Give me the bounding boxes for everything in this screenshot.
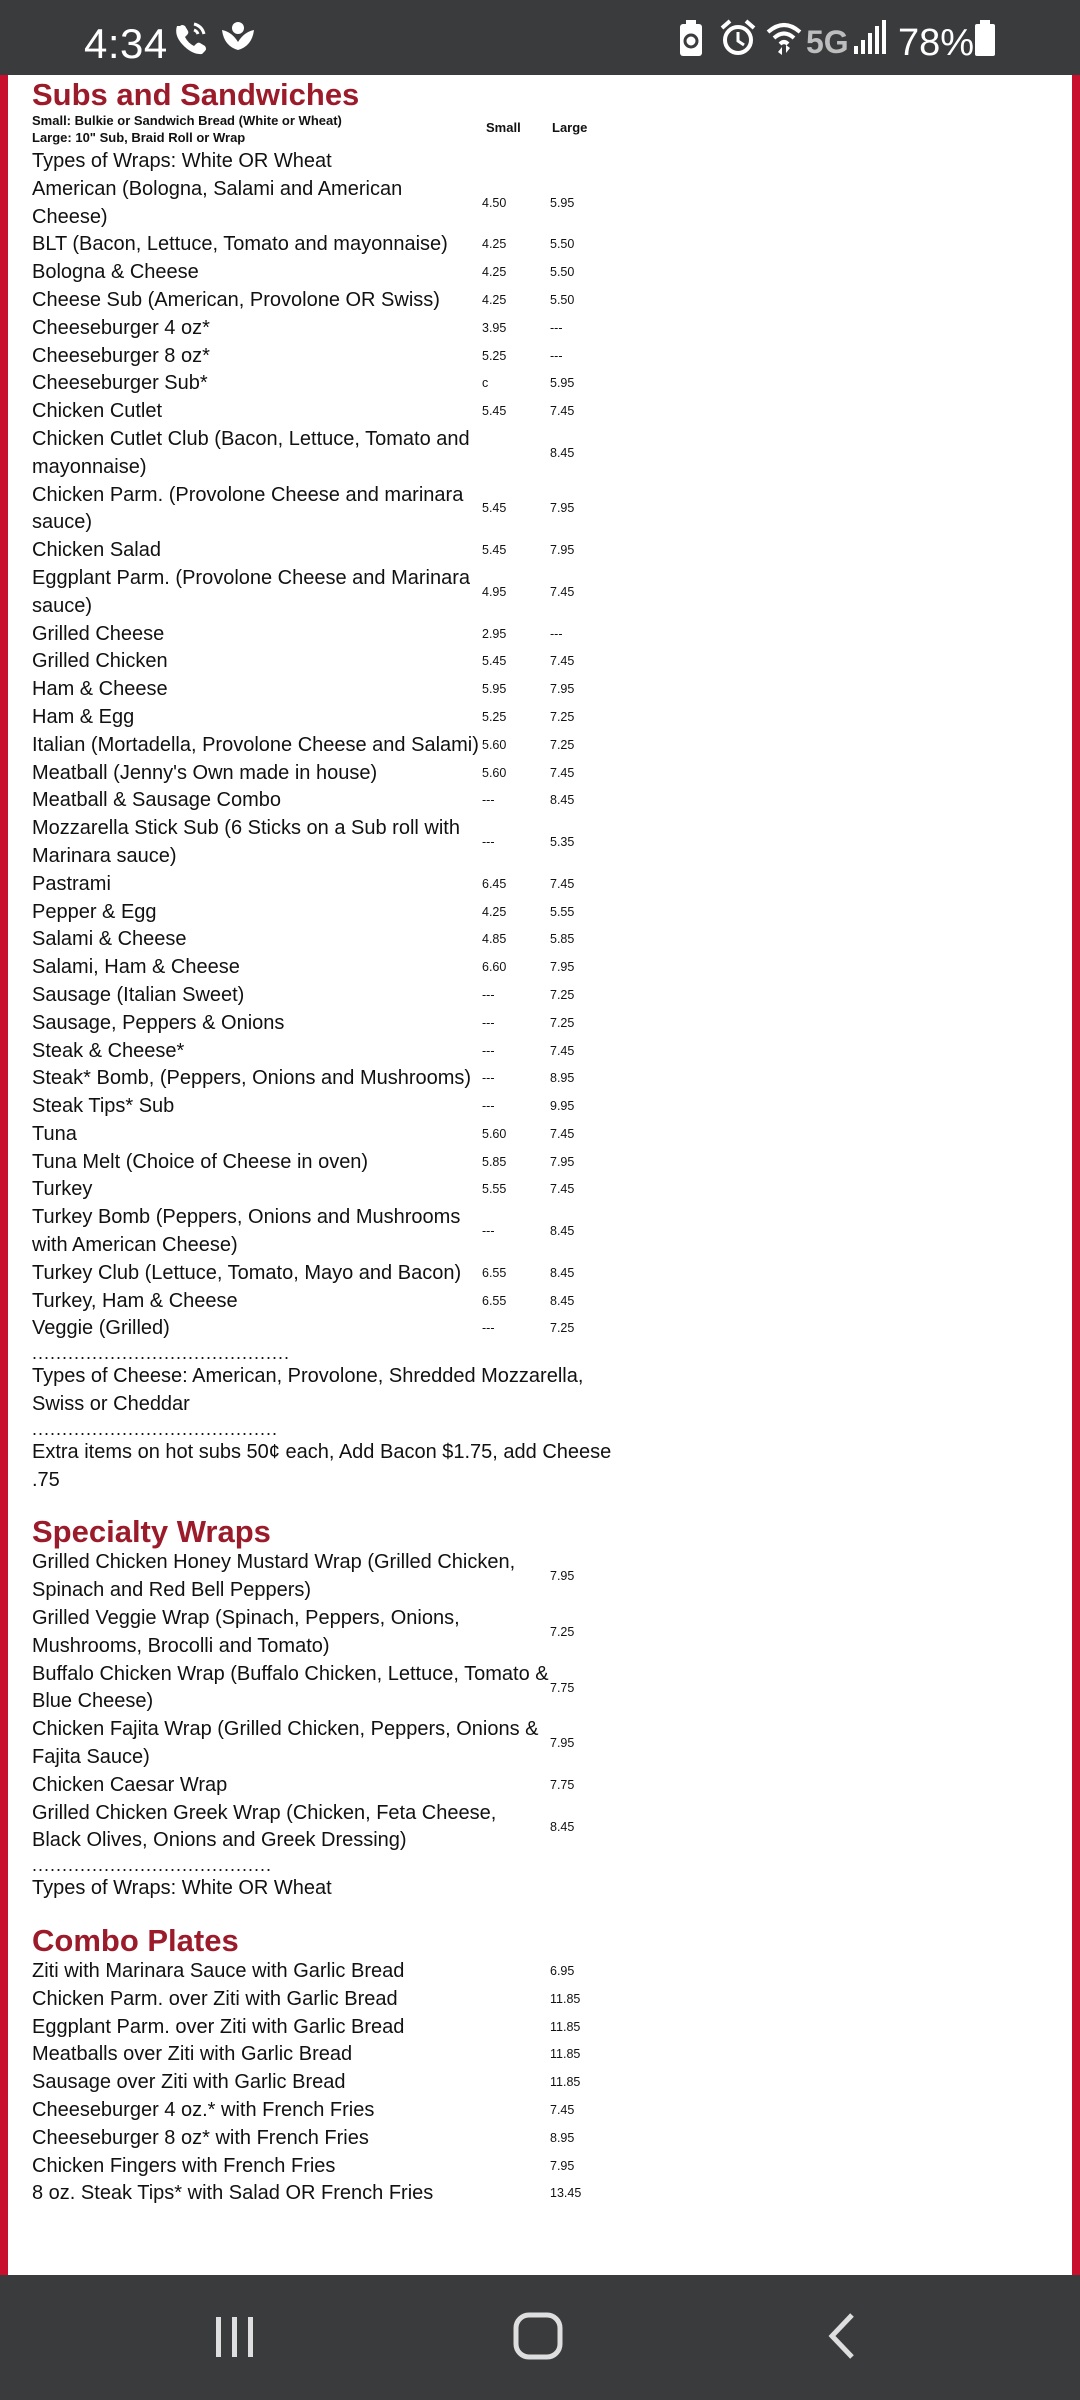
menu-item [32,1204,632,1260]
clock: 4:34 [84,20,168,67]
menu-item [32,1010,632,1038]
item-name: Tuna Melt (Choice of Cheese in oven) [32,1150,369,1173]
chat-icon [218,18,258,61]
item-name: Salami, Ham & Cheese [32,956,240,979]
small-price: --- [482,793,495,808]
item-name: Cheese Sub (American, Provolone OR Swiss) [32,288,440,311]
item-name: Turkey [32,1178,93,1201]
large-price: 8.45 [550,445,575,460]
item-name: Chicken Salad [32,539,161,562]
item-name: Cheeseburger 4 oz* [32,316,210,339]
small-price: --- [482,1015,495,1030]
small-price: 6.45 [482,876,507,891]
menu-item [32,1549,632,1605]
wifi-icon [764,18,804,63]
small-price: 4.50 [482,195,507,210]
small-price: 5.25 [482,348,507,363]
small-price: 4.25 [482,265,507,280]
menu-item [32,1716,632,1772]
item-price: 11.85 [550,2047,581,2062]
small-price: 5.95 [482,682,507,697]
wrap-types-note: Types of Wraps: White OR Wheat [32,150,332,172]
item-name: Tuna [32,1122,77,1145]
large-price: --- [550,626,563,641]
menu-item [32,1176,632,1204]
item-name: Turkey Club (Lettuce, Tomato, Mayo and Bacon) [32,1261,462,1284]
small-price: --- [482,987,495,1002]
item-name: Sausage, Peppers & Onions [32,1011,285,1034]
wrap-types-note: Types of Wraps: White OR Wheat [32,1877,332,1900]
menu-item [32,1772,632,1800]
item-name: Pastrami [32,872,111,895]
status-bar [0,0,1080,75]
small-price: 5.85 [482,1154,507,1169]
large-price: 8.45 [550,793,575,808]
item-name: Turkey, Ham & Cheese [32,1289,238,1312]
right-accent-bar [1072,75,1080,2275]
item-name: Chicken Cutlet Club (Bacon, Lettuce, Tomato and mayonnaise) [32,427,470,478]
item-price: 7.95 [550,2158,575,2173]
network-type: 5G [806,24,849,60]
menu-item [32,871,632,899]
small-price: 6.55 [482,1265,507,1280]
menu-item [32,2014,632,2042]
menu-item [32,1038,632,1066]
menu-item [32,1605,632,1661]
menu-item [32,1149,632,1177]
small-price: 6.60 [482,960,507,975]
item-name: Grilled Cheese [32,622,165,645]
signal-icon [854,18,886,61]
item-name: Meatball (Jenny's Own made in house) [32,761,378,784]
menu-item [32,732,632,760]
large-price: 7.45 [550,1126,575,1141]
menu-content [32,75,632,2208]
home-button[interactable] [512,2305,566,2370]
large-price: 7.25 [550,987,575,1002]
small-price: 4.95 [482,584,507,599]
menu-item [32,2069,632,2097]
menu-item [32,1800,632,1856]
item-price: 8.45 [550,1819,575,1834]
item-name: Chicken Caesar Wrap [32,1773,228,1796]
menu-item [32,426,632,482]
large-price: --- [550,348,563,363]
menu-item [32,343,632,371]
item-name: 8 oz. Steak Tips* with Salad OR French Fries [32,2182,434,2205]
large-price: 7.45 [550,1182,575,1197]
large-price: 5.95 [550,376,575,391]
item-name: Steak* Bomb, (Peppers, Onions and Mushrooms) [32,1067,472,1090]
small-price: 4.85 [482,932,507,947]
menu-item [32,648,632,676]
item-name: Meatball & Sausage Combo [32,789,282,812]
menu-item [32,1288,632,1316]
menu-page[interactable] [0,75,1080,2275]
item-name: Salami & Cheese [32,928,187,951]
small-price: 5.45 [482,501,507,516]
menu-item [32,815,632,871]
menu-item [32,1093,632,1121]
menu-item [32,315,632,343]
menu-item [32,482,632,538]
item-name: Bologna & Cheese [32,261,199,284]
small-price: --- [482,1099,495,1114]
menu-item [32,2125,632,2153]
small-price: 5.60 [482,1126,507,1141]
item-price: 13.45 [550,2186,582,2201]
large-price: 7.25 [550,709,575,724]
menu-item [32,1986,632,2014]
small-price: 5.60 [482,737,507,752]
item-name: Grilled Chicken Greek Wrap (Chicken, Feta Cheese, Black Olives, Onions and Greek Dressing) [32,1801,497,1852]
large-column-header: Large [552,120,588,135]
call-icon [172,18,210,61]
large-price: 8.45 [550,1224,575,1239]
large-price: 7.95 [550,1154,575,1169]
menu-item [32,954,632,982]
separator-dots: ........................................ [32,1855,273,1876]
small-price: 2.95 [482,626,507,641]
item-name: Sausage (Italian Sweet) [32,983,245,1006]
small-price: c [482,376,489,391]
item-name: Grilled Veggie Wrap (Spinach, Peppers, Onions, Mushrooms, Brocolli and Tomato) [32,1607,460,1657]
large-price: 5.35 [550,835,575,850]
item-name: Cheeseburger Sub* [32,372,208,395]
item-name: Grilled Chicken [32,650,168,673]
menu-item [32,1260,632,1288]
large-price: 5.95 [550,195,575,210]
large-price: 7.25 [550,737,575,752]
large-price: 8.45 [550,1265,575,1280]
menu-item [32,760,632,788]
menu-item [32,176,632,232]
small-price: 5.45 [482,543,507,558]
large-price: 7.95 [550,682,575,697]
back-button[interactable] [822,2305,862,2370]
small-price: --- [482,1043,495,1058]
menu-item [32,926,632,954]
item-name: Eggplant Parm. over Ziti with Garlic Bread [32,2015,405,2038]
menu-item [32,287,632,315]
large-price: 5.50 [550,292,575,307]
battery-level: 78% [898,22,975,64]
item-name: Chicken Cutlet [32,400,163,423]
small-price: 4.25 [482,292,507,307]
menu-item [32,2180,632,2208]
item-name: Buffalo Chicken Wrap (Buffalo Chicken, Lettuce, Tomato & Blue Cheese) [32,1662,549,1713]
menu-item [32,1958,632,1986]
item-name: Meatballs over Ziti with Garlic Bread [32,2043,353,2066]
item-price: 8.95 [550,2130,575,2145]
small-price: --- [482,1071,495,1086]
small-price: --- [482,1321,495,1336]
large-price: 5.85 [550,932,575,947]
item-name: Sausage over Ziti with Garlic Bread [32,2071,346,2094]
menu-item [32,1065,632,1093]
subs-header [32,112,632,148]
item-name: Steak & Cheese* [32,1039,185,1062]
large-price: 7.95 [550,501,575,516]
item-price: 7.25 [550,1624,575,1639]
large-price: 8.95 [550,1071,575,1086]
item-price: 11.85 [550,2075,581,2090]
item-name: Chicken Fingers with French Fries [32,2154,336,2177]
navigation-bar [0,2275,1080,2400]
small-price: 5.55 [482,1182,507,1197]
menu-item [32,621,632,649]
large-price: 7.45 [550,654,575,669]
large-price: 7.45 [550,765,575,780]
alarm-icon [718,18,758,63]
large-price: 5.50 [550,265,575,280]
menu-item [32,899,632,927]
large-price: 8.45 [550,1293,575,1308]
item-price: 6.95 [550,1964,575,1979]
combos-section-title: Combo Plates [32,1923,239,1959]
large-price: 5.55 [550,904,575,919]
large-size-note: Large: 10" Sub, Braid Roll or Wrap [32,130,246,145]
menu-item [32,1121,632,1149]
item-name: Chicken Fajita Wrap (Grilled Chicken, Peppers, Onions & Fajita Sauce) [32,1718,539,1769]
small-price: 5.25 [482,709,507,724]
item-name: Ziti with Marinara Sauce with Garlic Bread [32,1960,405,1983]
item-name: Cheeseburger 8 oz* with French Fries [32,2126,369,2149]
menu-item [32,1661,632,1717]
item-name: Chicken Parm. over Ziti with Garlic Bread [32,1987,398,2010]
large-price: --- [550,320,563,335]
large-price: 7.95 [550,960,575,975]
large-price: 7.25 [550,1015,575,1030]
small-size-note: Small: Bulkie or Sandwich Bread (White or Wheat) [32,113,342,128]
menu-item [32,982,632,1010]
large-price: 5.50 [550,237,575,252]
large-price: 7.45 [550,1043,575,1058]
item-name: Chicken Parm. (Provolone Cheese and marinara sauce) [32,483,464,534]
extras-note: Extra items on hot subs 50¢ each, Add Bacon $1.75, add Cheese .75 [32,1440,612,1491]
item-name: Cheeseburger 4 oz.* with French Fries [32,2099,375,2121]
item-price: 7.75 [550,1680,575,1695]
item-name: Mozzarella Stick Sub (6 Sticks on a Sub roll with Marinara sauce) [32,817,460,867]
recent-apps-button[interactable] [210,2305,260,2370]
small-price: 6.55 [482,1293,507,1308]
menu-item [32,704,632,732]
large-price: 9.95 [550,1099,575,1114]
cheese-types-note: Types of Cheese: American, Provolone, Shredded Mozzarella, Swiss or Cheddar [32,1365,584,1416]
menu-item [32,398,632,426]
item-name: Grilled Chicken Honey Mustard Wrap (Grilled Chicken, Spinach and Red Bell Peppers) [32,1551,516,1602]
large-price: 7.45 [550,876,575,891]
item-name: Pepper & Egg [32,900,157,923]
menu-item [32,231,632,259]
wraps-list [32,1549,632,1855]
item-price: 7.75 [550,1777,575,1792]
menu-item [32,370,632,398]
separator-dots: ......................................... [32,1418,279,1439]
small-price: --- [482,835,495,850]
subs-list [32,176,632,1343]
menu-item [32,259,632,287]
menu-item [32,2153,632,2181]
small-price: 5.60 [482,765,507,780]
menu-item [32,565,632,621]
menu-item [32,2097,632,2125]
item-name: Turkey Bomb (Peppers, Onions and Mushrooms with American Cheese) [32,1206,461,1257]
item-name: Eggplant Parm. (Provolone Cheese and Marinara sauce) [32,566,471,617]
separator-dots: ........................................... [32,1343,291,1364]
subs-section-title: Subs and Sandwiches [32,77,360,112]
battery-icon [974,18,996,63]
small-column-header: Small [486,120,521,135]
small-price: 5.45 [482,654,507,669]
small-price: --- [482,1224,495,1239]
item-price: 11.85 [550,2019,581,2034]
item-price: 7.95 [550,1569,575,1584]
item-name: Italian (Mortadella, Provolone Cheese and Salami) [32,733,479,756]
menu-item [32,676,632,704]
large-price: 7.45 [550,584,575,599]
menu-item [32,1315,632,1343]
item-name: Ham & Egg [32,705,135,728]
small-price: 4.25 [482,904,507,919]
item-price: 11.85 [550,1991,581,2006]
item-price: 7.95 [550,1736,575,1751]
wraps-section-title: Specialty Wraps [32,1514,271,1550]
large-price: 7.95 [550,543,575,558]
small-price: 5.45 [482,404,507,419]
item-name: BLT (Bacon, Lettuce, Tomato and mayonnaise) [32,233,448,256]
item-name: Cheeseburger 8 oz* [32,344,210,367]
small-price: 3.95 [482,320,507,335]
item-name: Ham & Cheese [32,678,168,701]
menu-item [32,787,632,815]
item-price: 7.45 [550,2103,575,2117]
item-name: Steak Tips* Sub [32,1095,175,1118]
large-price: 7.25 [550,1321,575,1336]
combos-list [32,1958,632,2208]
recycle-icon [678,18,704,63]
menu-item [32,537,632,565]
item-name: Veggie (Grilled) [32,1317,170,1340]
large-price: 7.45 [550,404,575,419]
item-name: American (Bologna, Salami and American Cheese) [32,177,403,228]
menu-item [32,2041,632,2069]
left-accent-bar [0,75,8,2275]
small-price: 4.25 [482,237,507,252]
